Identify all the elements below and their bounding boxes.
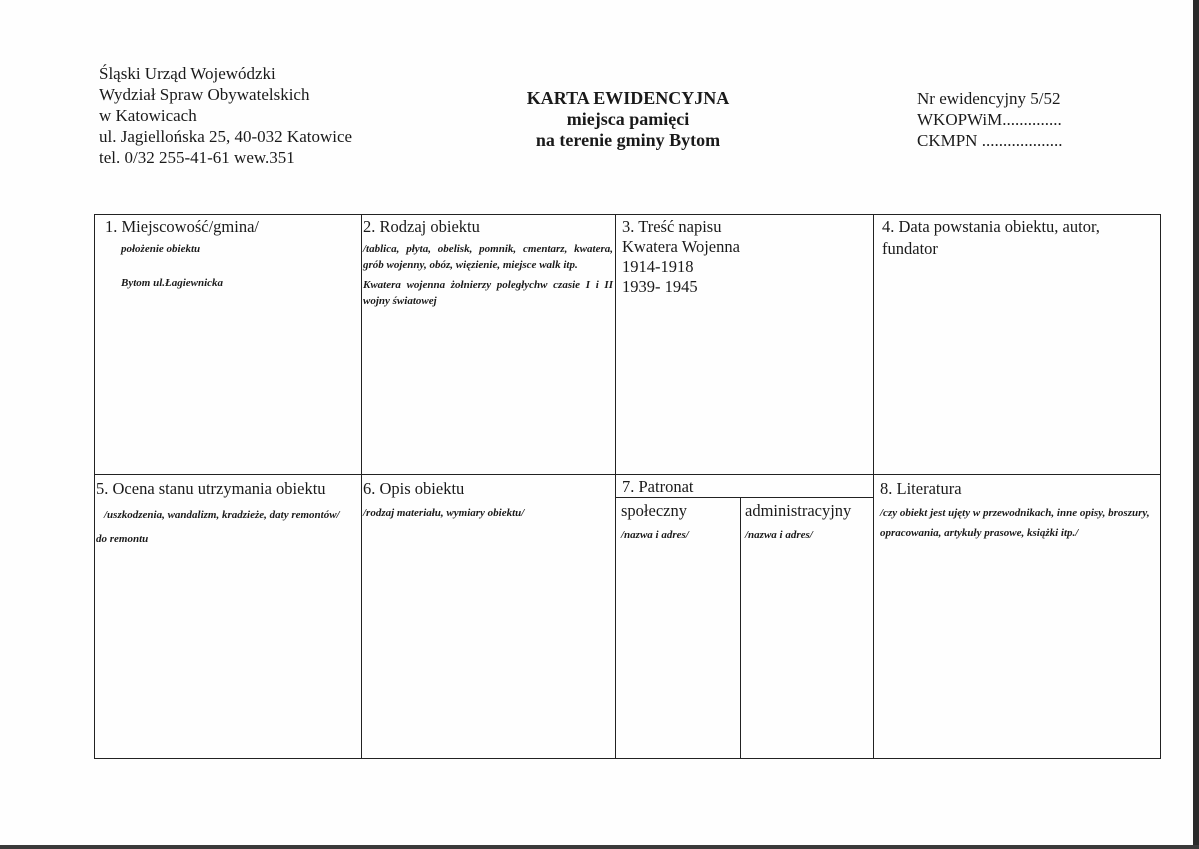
inscription-line: 1939- 1945 xyxy=(622,277,698,296)
title-line: na terenie gminy Bytom xyxy=(535,130,721,150)
table-divider xyxy=(361,214,362,759)
cell-title: 4. Data powstania obiektu, autor, xyxy=(882,217,1100,236)
office-line: Wydział Spraw Obywatelskich xyxy=(99,85,310,104)
patronage-hint: /nazwa i adres/ xyxy=(621,529,689,541)
cell-hint: /czy obiekt jest ujęty w przewodnikach, inne opisy, broszury, opracowania, artykuły prasowe, książki itp./ xyxy=(880,507,1150,539)
cell-hint: położenie obiektu xyxy=(121,243,201,255)
table-divider xyxy=(94,474,1161,475)
cell-hint: /uszkodzenia, wandalizm, kradzieże, daty remontów/ xyxy=(104,509,340,521)
table-divider xyxy=(873,214,874,759)
patronage-label: administracyjny xyxy=(745,501,852,520)
cell-location xyxy=(105,217,355,291)
table-divider xyxy=(615,497,873,498)
cell-title: 8. Literatura xyxy=(880,479,962,498)
cell-description xyxy=(363,479,613,521)
office-address xyxy=(99,63,352,168)
cell-title: 7. Patronat xyxy=(622,477,694,496)
cell-title: 6. Opis obiektu xyxy=(363,479,465,498)
office-line: w Katowicach xyxy=(99,106,197,125)
title-line: miejsca pamięci xyxy=(566,109,690,129)
cell-hint: /tablica, płyta, obelisk, pomnik, cmentarz, kwatera, grób wojenny, obóz, więzienie, miejsce walk itp. xyxy=(363,243,613,271)
title-line: KARTA EWIDENCYJNA xyxy=(526,88,730,108)
cell-title: 3. Treść napisu xyxy=(622,217,722,236)
table-divider xyxy=(740,497,741,759)
table-divider xyxy=(615,214,616,759)
cell-value: do remontu xyxy=(96,533,149,545)
scan-edge-right xyxy=(1193,0,1199,849)
cell-title: 2. Rodzaj obiektu xyxy=(363,217,480,236)
cell-condition xyxy=(96,479,358,547)
cell-literature xyxy=(880,479,1154,543)
cell-value: Bytom ul.Łagiewnicka xyxy=(121,277,224,289)
patronage-hint: /nazwa i adres/ xyxy=(745,529,813,541)
cell-hint: /rodzaj materiału, wymiary obiektu/ xyxy=(363,507,525,519)
cell-title: 1. Miejscowość/gmina/ xyxy=(105,217,259,236)
office-line: ul. Jagiellońska 25, 40-032 Katowice xyxy=(99,127,353,146)
cell-title-continued: fundator xyxy=(882,239,938,258)
patronage-social xyxy=(621,501,736,543)
scan-edge-bottom xyxy=(0,845,1199,849)
office-line: tel. 0/32 255-41-61 wew.351 xyxy=(99,148,295,167)
registry-numbers xyxy=(917,88,1062,151)
inscription-line: Kwatera Wojenna xyxy=(622,237,740,256)
document-title xyxy=(478,88,778,151)
cell-object-type xyxy=(363,217,613,309)
cell-inscription xyxy=(622,217,867,297)
cell-creation-date xyxy=(882,217,1152,259)
inscription-line: 1914-1918 xyxy=(622,257,694,276)
patronage-admin xyxy=(745,501,871,543)
cell-title: 5. Ocena stanu utrzymania obiektu xyxy=(96,479,326,498)
registry-line: Nr ewidencyjny 5/52 xyxy=(917,89,1061,108)
patronage-label: społeczny xyxy=(621,501,687,520)
cell-value: Kwatera wojenna żołnierzy poległychw czasie I i II wojny światowej xyxy=(363,279,613,307)
registry-line: WKOPWiM.............. xyxy=(917,110,1062,129)
cell-patronage xyxy=(622,477,867,497)
office-line: Śląski Urząd Wojewódzki xyxy=(99,64,276,83)
registry-line: CKMPN ................... xyxy=(917,131,1063,150)
